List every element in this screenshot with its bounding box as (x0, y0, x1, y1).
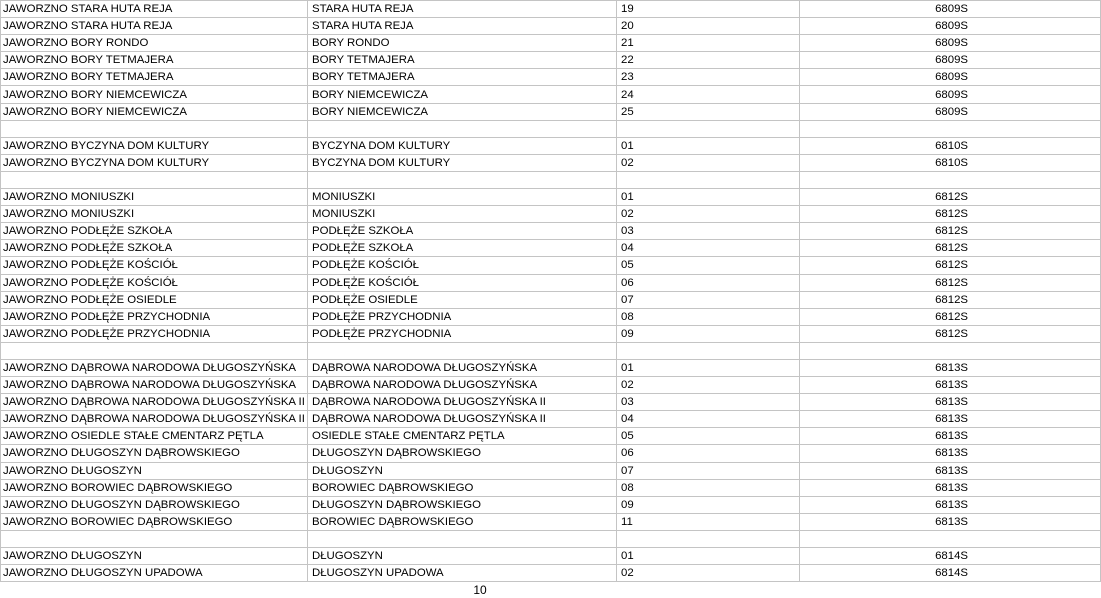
table-row (1, 35, 1101, 52)
stop-code-cell: 6812S (800, 206, 1101, 223)
stop-number-cell: 02 (617, 206, 800, 223)
stop-name-cell: BYCZYNA DOM KULTURY (308, 137, 617, 154)
stop-number-cell: 09 (617, 496, 800, 513)
stop-name-cell: STARA HUTA REJA (308, 18, 617, 35)
stop-code-cell: 6813S (800, 496, 1101, 513)
stop-name-cell: PODŁĘŻE KOŚCIÓŁ (308, 257, 617, 274)
table-row (1, 291, 1101, 308)
blank-separator-row (1, 171, 1101, 188)
stop-name-cell: BOROWIEC DĄBROWSKIEGO (308, 479, 617, 496)
table-row (1, 240, 1101, 257)
stop-name-cell: DŁUGOSZYN DĄBROWSKIEGO (308, 445, 617, 462)
stop-number-cell: 21 (617, 35, 800, 52)
stop-number-cell: 06 (617, 445, 800, 462)
empty-cell (308, 342, 617, 359)
stop-code-cell: 6810S (800, 154, 1101, 171)
stop-full-name-cell: JAWORZNO PODŁĘŻE KOŚCIÓŁ (1, 274, 308, 291)
stop-code-cell: 6809S (800, 1, 1101, 18)
stop-code-cell: 6813S (800, 445, 1101, 462)
table-row (1, 137, 1101, 154)
stop-name-cell: PODŁĘŻE PRZYCHODNIA (308, 308, 617, 325)
empty-cell (1, 342, 308, 359)
stop-number-cell: 01 (617, 548, 800, 565)
table-row (1, 428, 1101, 445)
stop-number-cell: 23 (617, 69, 800, 86)
stop-number-cell: 05 (617, 257, 800, 274)
stop-full-name-cell: JAWORZNO PODŁĘŻE OSIEDLE (1, 291, 308, 308)
table-row (1, 548, 1101, 565)
stop-code-cell: 6813S (800, 377, 1101, 394)
stop-full-name-cell: JAWORZNO DŁUGOSZYN DĄBROWSKIEGO (1, 445, 308, 462)
stop-full-name-cell: JAWORZNO DĄBROWA NARODOWA DŁUGOSZYŃSKA II (1, 411, 308, 428)
stop-name-cell: MONIUSZKI (308, 206, 617, 223)
stop-full-name-cell: JAWORZNO BOROWIEC DĄBROWSKIEGO (1, 479, 308, 496)
stop-full-name-cell: JAWORZNO DĄBROWA NARODOWA DŁUGOSZYŃSKA (1, 359, 308, 376)
empty-cell (800, 171, 1101, 188)
stop-number-cell: 02 (617, 377, 800, 394)
stop-number-cell: 22 (617, 52, 800, 69)
table-row (1, 308, 1101, 325)
stop-name-cell: DŁUGOSZYN (308, 548, 617, 565)
stop-number-cell: 04 (617, 411, 800, 428)
stop-code-cell: 6813S (800, 513, 1101, 530)
table-row (1, 377, 1101, 394)
stop-name-cell: BORY NIEMCEWICZA (308, 86, 617, 103)
table-row (1, 496, 1101, 513)
empty-cell (1, 530, 308, 547)
stop-name-cell: DĄBROWA NARODOWA DŁUGOSZYŃSKA (308, 359, 617, 376)
table-row (1, 103, 1101, 120)
table-row (1, 223, 1101, 240)
stop-name-cell: BORY NIEMCEWICZA (308, 103, 617, 120)
table-row (1, 206, 1101, 223)
empty-cell (617, 120, 800, 137)
stop-full-name-cell: JAWORZNO PODŁĘŻE PRZYCHODNIA (1, 325, 308, 342)
stop-number-cell: 03 (617, 223, 800, 240)
stop-number-cell: 19 (617, 1, 800, 18)
empty-cell (800, 342, 1101, 359)
empty-cell (308, 171, 617, 188)
stop-number-cell: 02 (617, 565, 800, 582)
stop-code-cell: 6813S (800, 479, 1101, 496)
table-row (1, 462, 1101, 479)
stop-number-cell: 06 (617, 274, 800, 291)
empty-cell (1, 120, 308, 137)
stop-name-cell: PODŁĘŻE PRZYCHODNIA (308, 325, 617, 342)
stop-code-cell: 6812S (800, 240, 1101, 257)
stop-full-name-cell: JAWORZNO DŁUGOSZYN (1, 548, 308, 565)
stop-name-cell: PODŁĘŻE SZKOŁA (308, 223, 617, 240)
table-row (1, 513, 1101, 530)
table-row (1, 154, 1101, 171)
stop-name-cell: BYCZYNA DOM KULTURY (308, 154, 617, 171)
blank-separator-row (1, 120, 1101, 137)
stop-full-name-cell: JAWORZNO STARA HUTA REJA (1, 1, 308, 18)
stop-code-cell: 6810S (800, 137, 1101, 154)
stop-name-cell: DĄBROWA NARODOWA DŁUGOSZYŃSKA II (308, 394, 617, 411)
stop-code-cell: 6809S (800, 103, 1101, 120)
page-number: 10 (473, 583, 487, 597)
stops-table-body (1, 1, 1101, 582)
table-row (1, 445, 1101, 462)
stop-code-cell: 6813S (800, 462, 1101, 479)
stop-number-cell: 08 (617, 479, 800, 496)
stop-full-name-cell: JAWORZNO MONIUSZKI (1, 189, 308, 206)
table-row (1, 86, 1101, 103)
stop-code-cell: 6812S (800, 223, 1101, 240)
stop-full-name-cell: JAWORZNO DĄBROWA NARODOWA DŁUGOSZYŃSKA II (1, 394, 308, 411)
table-row (1, 394, 1101, 411)
stop-name-cell: PODŁĘŻE KOŚCIÓŁ (308, 274, 617, 291)
stop-number-cell: 03 (617, 394, 800, 411)
empty-cell (617, 342, 800, 359)
stop-code-cell: 6809S (800, 69, 1101, 86)
stop-number-cell: 01 (617, 189, 800, 206)
table-row (1, 18, 1101, 35)
stop-full-name-cell: JAWORZNO PODŁĘŻE SZKOŁA (1, 240, 308, 257)
stop-name-cell: DŁUGOSZYN (308, 462, 617, 479)
stop-number-cell: 01 (617, 359, 800, 376)
stop-number-cell: 24 (617, 86, 800, 103)
table-row (1, 69, 1101, 86)
stop-number-cell: 04 (617, 240, 800, 257)
stop-name-cell: BOROWIEC DĄBROWSKIEGO (308, 513, 617, 530)
stop-full-name-cell: JAWORZNO PODŁĘŻE KOŚCIÓŁ (1, 257, 308, 274)
stop-full-name-cell: JAWORZNO DŁUGOSZYN UPADOWA (1, 565, 308, 582)
table-row (1, 1, 1101, 18)
stop-code-cell: 6812S (800, 274, 1101, 291)
stop-number-cell: 09 (617, 325, 800, 342)
stop-number-cell: 20 (617, 18, 800, 35)
stop-number-cell: 25 (617, 103, 800, 120)
empty-cell (1, 171, 308, 188)
stop-code-cell: 6809S (800, 35, 1101, 52)
stop-name-cell: MONIUSZKI (308, 189, 617, 206)
empty-cell (800, 120, 1101, 137)
stop-number-cell: 07 (617, 291, 800, 308)
stop-name-cell: PODŁĘŻE OSIEDLE (308, 291, 617, 308)
table-row (1, 479, 1101, 496)
stop-full-name-cell: JAWORZNO BORY RONDO (1, 35, 308, 52)
stop-code-cell: 6812S (800, 308, 1101, 325)
table-row (1, 359, 1101, 376)
blank-separator-row (1, 342, 1101, 359)
stop-code-cell: 6812S (800, 291, 1101, 308)
blank-separator-row (1, 530, 1101, 547)
stop-code-cell: 6813S (800, 359, 1101, 376)
stop-full-name-cell: JAWORZNO BORY TETMAJERA (1, 69, 308, 86)
stop-name-cell: OSIEDLE STAŁE CMENTARZ PĘTLA (308, 428, 617, 445)
stop-full-name-cell: JAWORZNO DŁUGOSZYN DĄBROWSKIEGO (1, 496, 308, 513)
stop-code-cell: 6814S (800, 548, 1101, 565)
table-row (1, 325, 1101, 342)
stop-name-cell: DŁUGOSZYN UPADOWA (308, 565, 617, 582)
stop-code-cell: 6809S (800, 18, 1101, 35)
stop-code-cell: 6809S (800, 86, 1101, 103)
empty-cell (308, 120, 617, 137)
stop-name-cell: PODŁĘŻE SZKOŁA (308, 240, 617, 257)
table-row (1, 257, 1101, 274)
stop-full-name-cell: JAWORZNO BORY TETMAJERA (1, 52, 308, 69)
stop-full-name-cell: JAWORZNO BYCZYNA DOM KULTURY (1, 137, 308, 154)
stop-full-name-cell: JAWORZNO PODŁĘŻE PRZYCHODNIA (1, 308, 308, 325)
stop-name-cell: DĄBROWA NARODOWA DŁUGOSZYŃSKA (308, 377, 617, 394)
stop-full-name-cell: JAWORZNO STARA HUTA REJA (1, 18, 308, 35)
stop-number-cell: 05 (617, 428, 800, 445)
table-row (1, 565, 1101, 582)
stop-full-name-cell: JAWORZNO MONIUSZKI (1, 206, 308, 223)
stop-name-cell: DŁUGOSZYN DĄBROWSKIEGO (308, 496, 617, 513)
stop-name-cell: DĄBROWA NARODOWA DŁUGOSZYŃSKA II (308, 411, 617, 428)
stop-code-cell: 6809S (800, 52, 1101, 69)
stop-full-name-cell: JAWORZNO BOROWIEC DĄBROWSKIEGO (1, 513, 308, 530)
stop-code-cell: 6813S (800, 394, 1101, 411)
stop-number-cell: 07 (617, 462, 800, 479)
stop-number-cell: 01 (617, 137, 800, 154)
stop-code-cell: 6813S (800, 428, 1101, 445)
stop-full-name-cell: JAWORZNO DĄBROWA NARODOWA DŁUGOSZYŃSKA (1, 377, 308, 394)
stop-name-cell: STARA HUTA REJA (308, 1, 617, 18)
stop-code-cell: 6814S (800, 565, 1101, 582)
stop-name-cell: BORY TETMAJERA (308, 69, 617, 86)
stop-full-name-cell: JAWORZNO BORY NIEMCEWICZA (1, 103, 308, 120)
stop-name-cell: BORY TETMAJERA (308, 52, 617, 69)
stop-name-cell: BORY RONDO (308, 35, 617, 52)
table-row (1, 189, 1101, 206)
stop-code-cell: 6813S (800, 411, 1101, 428)
stop-number-cell: 02 (617, 154, 800, 171)
empty-cell (800, 530, 1101, 547)
stop-full-name-cell: JAWORZNO BORY NIEMCEWICZA (1, 86, 308, 103)
table-row (1, 274, 1101, 291)
stop-number-cell: 08 (617, 308, 800, 325)
table-row (1, 411, 1101, 428)
stop-code-cell: 6812S (800, 325, 1101, 342)
empty-cell (617, 530, 800, 547)
empty-cell (308, 530, 617, 547)
stop-code-cell: 6812S (800, 189, 1101, 206)
stop-number-cell: 11 (617, 513, 800, 530)
empty-cell (617, 171, 800, 188)
table-row (1, 52, 1101, 69)
stop-full-name-cell: JAWORZNO OSIEDLE STAŁE CMENTARZ PĘTLA (1, 428, 308, 445)
stop-full-name-cell: JAWORZNO BYCZYNA DOM KULTURY (1, 154, 308, 171)
stop-full-name-cell: JAWORZNO DŁUGOSZYN (1, 462, 308, 479)
stop-full-name-cell: JAWORZNO PODŁĘŻE SZKOŁA (1, 223, 308, 240)
stop-code-cell: 6812S (800, 257, 1101, 274)
